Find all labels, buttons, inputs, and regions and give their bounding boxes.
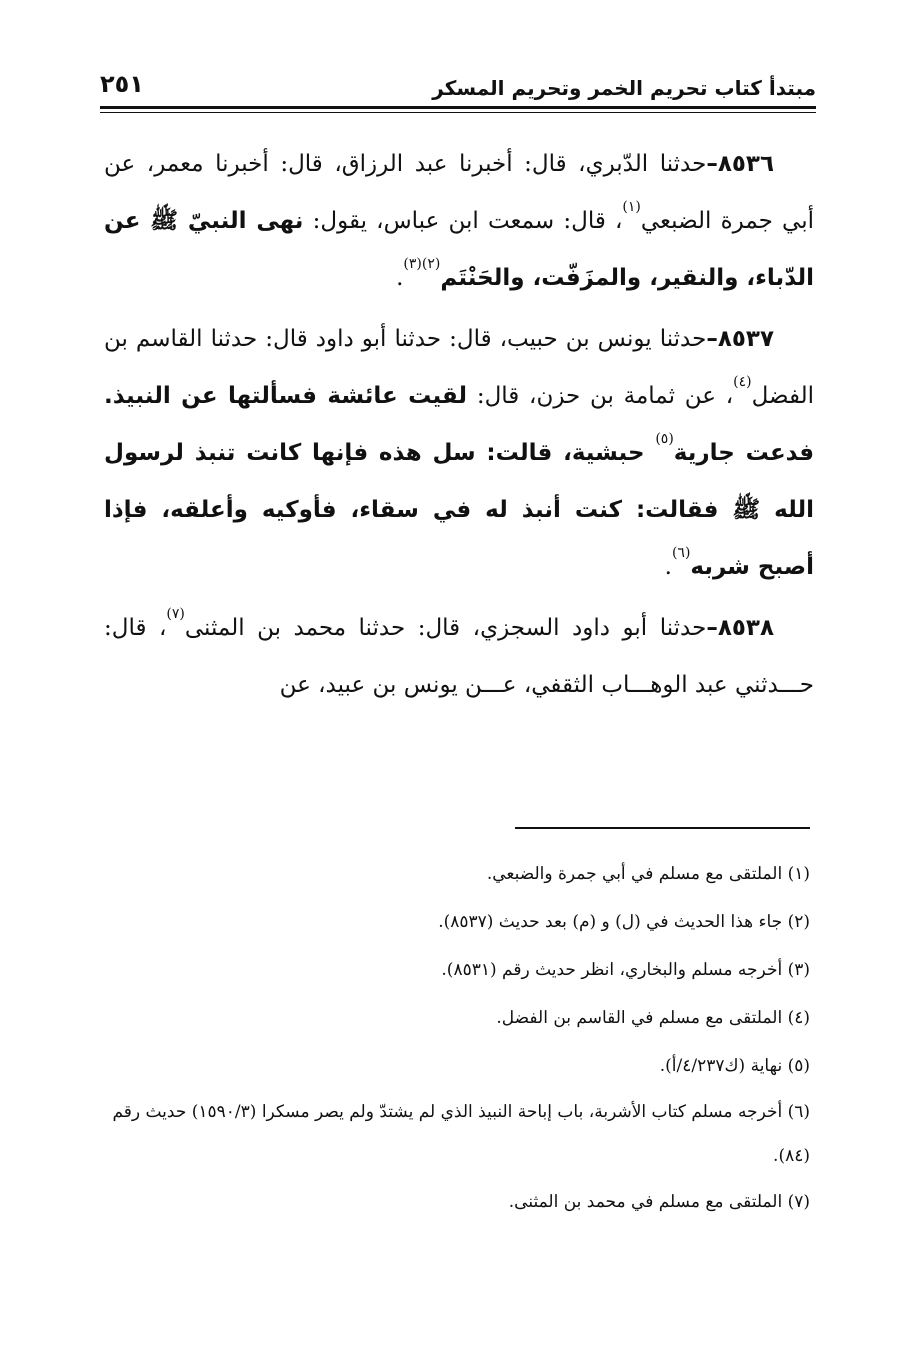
main-text bbox=[104, 136, 814, 718]
hadith-text: ، قال: حـــدثني عبد الوهـــاب الثقفي، عـــن يونس بن عبيد، عن bbox=[104, 615, 814, 698]
hadith-text: . bbox=[664, 554, 672, 580]
hadith-8536 bbox=[104, 136, 814, 307]
footnote-4: (٤) الملتقى مع مسلم في القاسم بن الفضل. bbox=[496, 1008, 810, 1028]
page-header bbox=[100, 66, 816, 122]
hadith-text: ، قال: سمعت ابن عباس، يقول: bbox=[303, 208, 623, 234]
running-title: مبتدأ كتاب تحريم الخمر وتحريم المسكر bbox=[432, 76, 816, 100]
footnote-7: (٧) الملتقى مع مسلم في محمد بن المثنى. bbox=[508, 1192, 810, 1212]
hadith-number: ٨٥٣٦– bbox=[706, 151, 774, 177]
footnote-ref: (٥) bbox=[655, 431, 674, 447]
hadith-text: حدثنا يونس بن حبيب، قال: حدثنا أبو داود قال: حدثنا القاسم بن الفضل bbox=[104, 326, 814, 409]
hadith-8537 bbox=[104, 311, 814, 596]
hadith-text: حدثنا الدّبري، قال: أخبرنا عبد الرزاق، قال: أخبرنا معمر، عن أبي جمرة الضبعي bbox=[104, 151, 814, 234]
footnote-3: (٣) أخرجه مسلم والبخاري، انظر حديث رقم (٨٥٣١). bbox=[441, 960, 810, 980]
footnote-1: (١) الملتقى مع مسلم في أبي جمرة والضبعي. bbox=[486, 864, 810, 884]
page-number: ٢٥١ bbox=[100, 70, 144, 98]
hadith-text: حدثنا أبو داود السجزي، قال: حدثنا محمد بن المثنى bbox=[184, 615, 707, 641]
hadith-matn: نهى النبيّ ﷺ عن الدّباء، والنقير، والمزَفّت، والحَنْتَم bbox=[104, 208, 814, 291]
header-rule-thin bbox=[100, 112, 816, 113]
footnote-2: (٢) جاء هذا الحديث في (ل) و (م) بعد حديث (٨٥٣٧). bbox=[438, 912, 810, 932]
footnote-ref: (٦) bbox=[671, 545, 691, 561]
hadith-8538 bbox=[104, 600, 814, 714]
footnote-ref: (١) bbox=[622, 199, 641, 215]
hadith-matn: لقيت عائشة فسألتها عن النبيذ. فدعت جارية bbox=[104, 383, 815, 466]
footnote-ref: (٤) bbox=[733, 374, 752, 390]
footnotes bbox=[84, 850, 810, 1226]
hadith-number: ٨٥٣٧– bbox=[706, 326, 774, 352]
footnote-5: (٥) نهاية (ك٤/٢٣٧/أ). bbox=[659, 1056, 810, 1076]
footnote-separator bbox=[515, 827, 810, 829]
hadith-text: ، عن ثمامة بن حزن، قال: bbox=[467, 383, 734, 409]
footnote-6: (٦) أخرجه مسلم كتاب الأشربة، باب إباحة النبيذ الذي لم يشتدّ ولم يصر مسكرا (١٥٩٠/٣) حديث رقم (٨٤). bbox=[112, 1102, 810, 1166]
footnote-ref: (٢)(٣) bbox=[403, 256, 441, 272]
hadith-number: ٨٥٣٨– bbox=[706, 615, 774, 641]
hadith-text: . bbox=[396, 265, 404, 291]
header-rule-thick bbox=[100, 106, 816, 109]
footnote-ref: (٧) bbox=[166, 606, 185, 622]
hadith-matn: حبشية، قالت: سل هذه فإنها كانت تنبذ لرسول الله ﷺ فقالت: كنت أنبذ له في سقاء، فأوكيه وأعلقه، فإذا أصبح شربه bbox=[104, 440, 814, 580]
